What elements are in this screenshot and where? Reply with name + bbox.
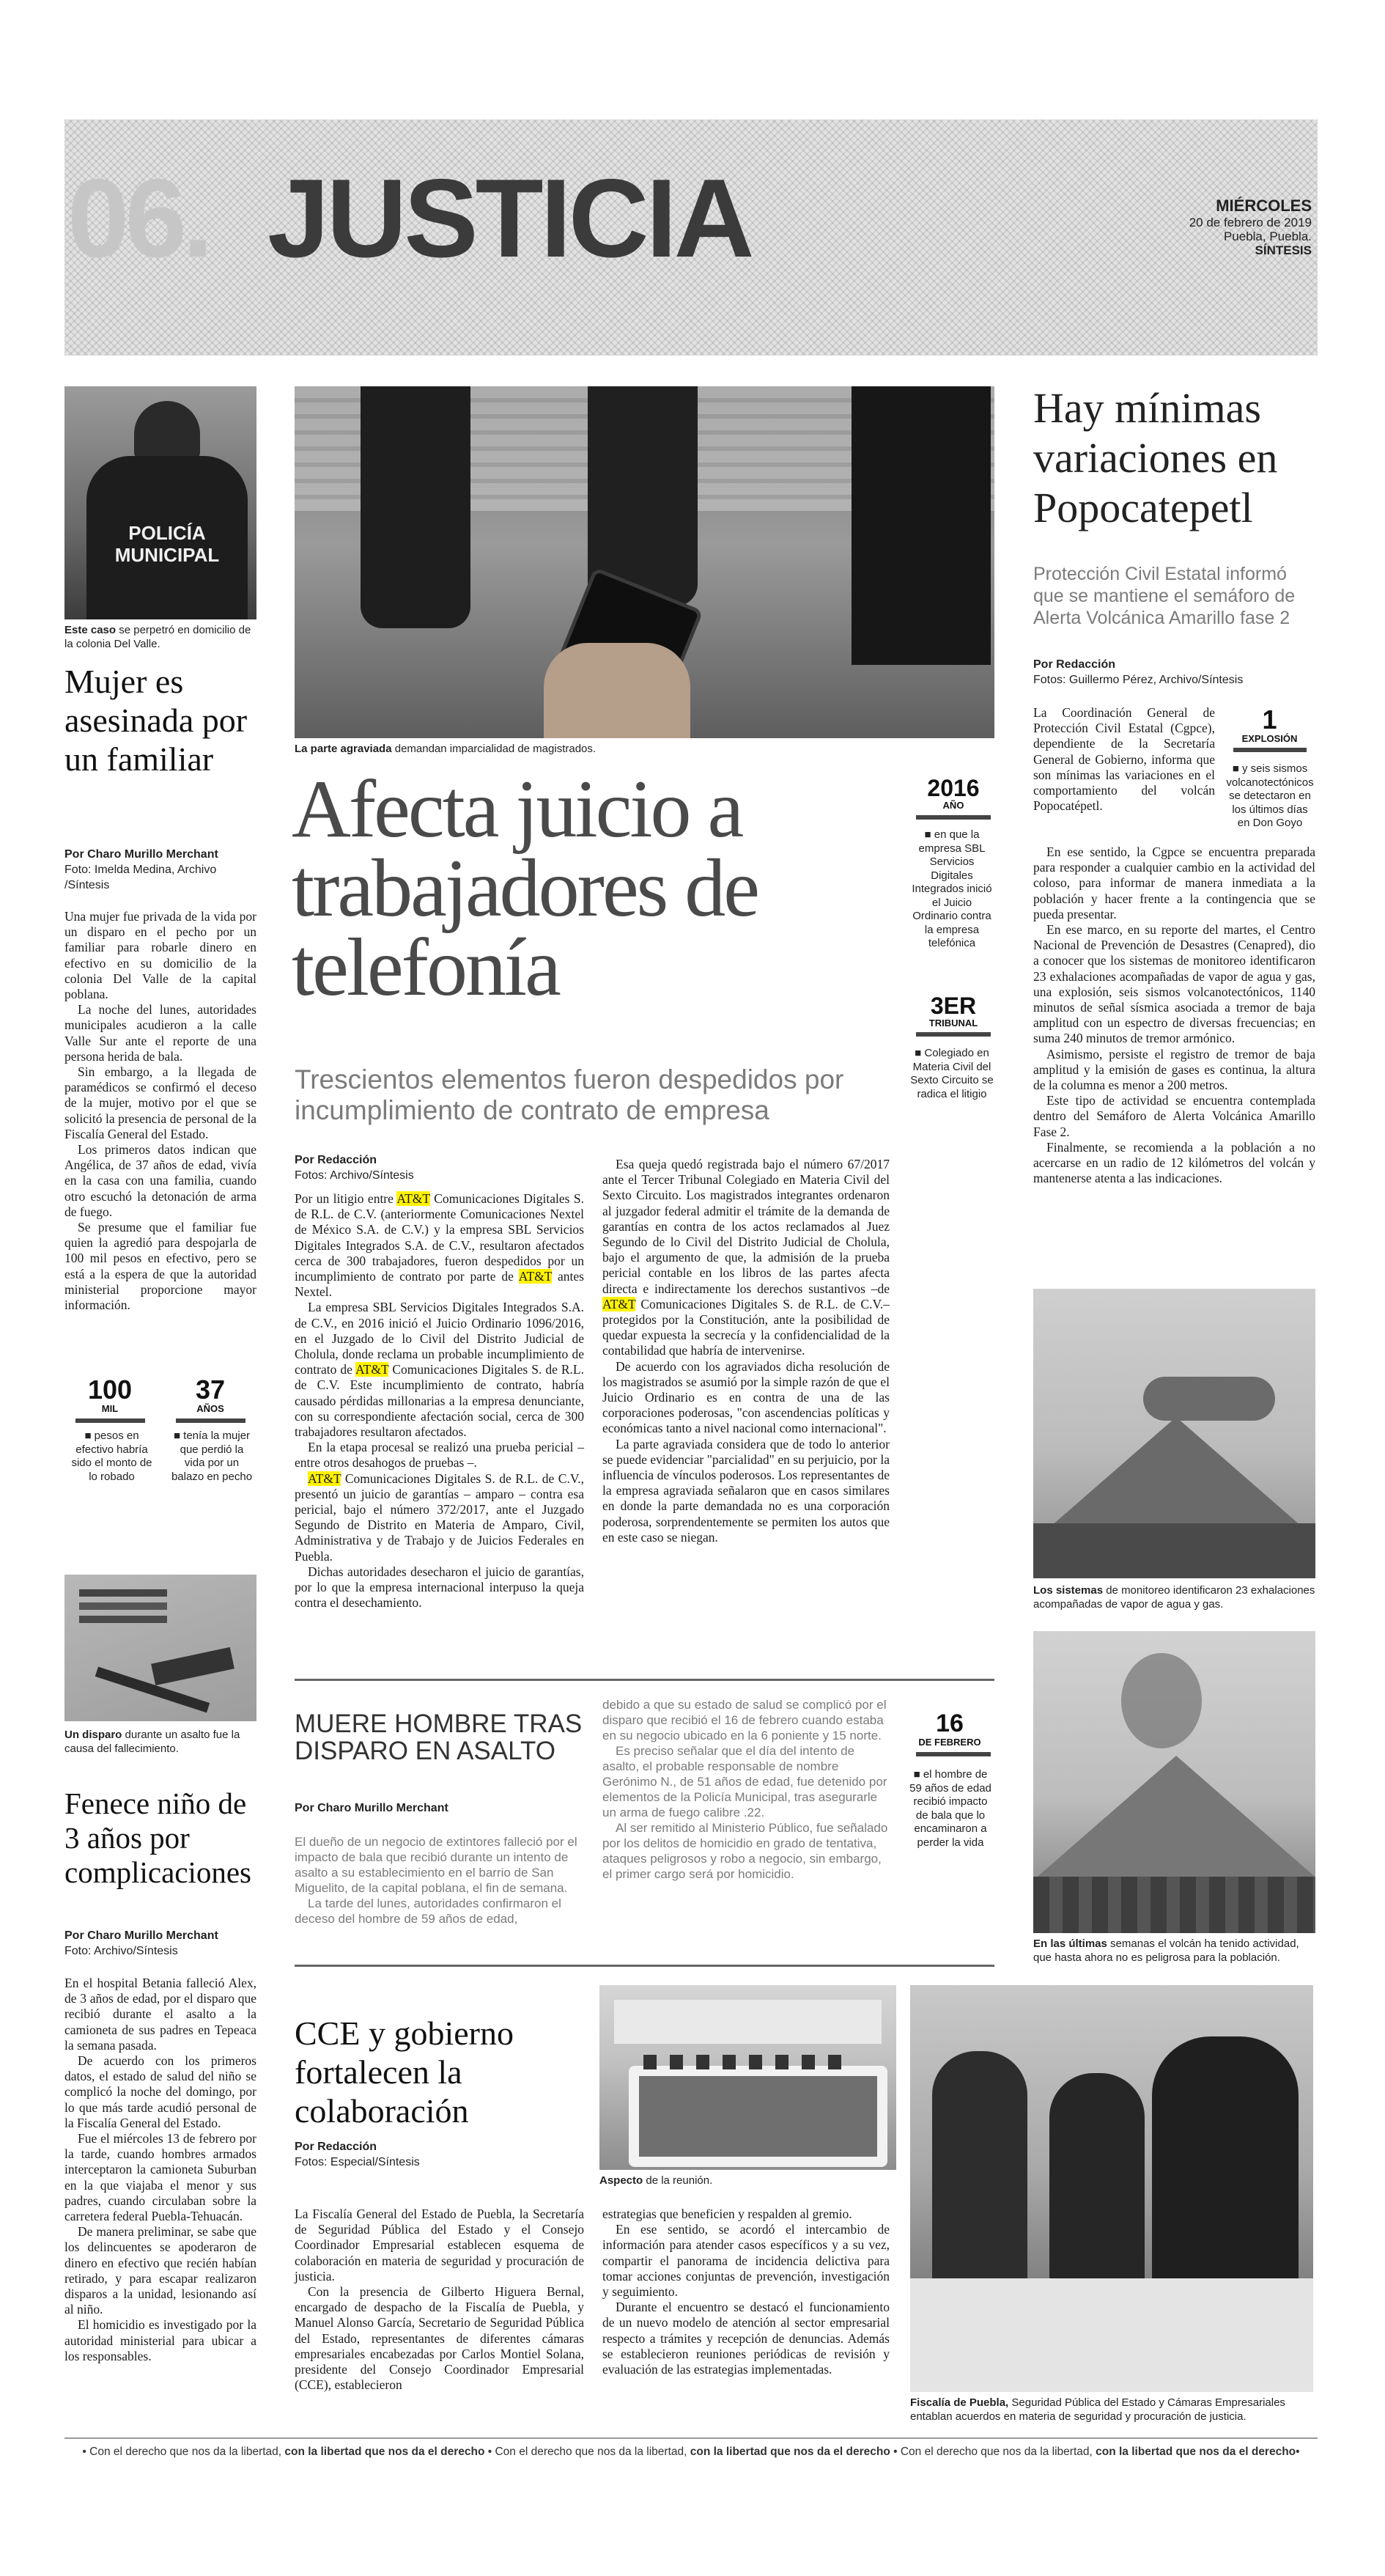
paragraph (295, 1191, 584, 1300)
stat-1: 1 (1262, 704, 1277, 735)
stat-rule (916, 1752, 991, 1756)
section-name: JUSTICIA (267, 156, 752, 281)
officials-photo-caption (910, 2396, 1313, 2424)
paragraph: debido a que su estado de salud se complicó por el disparo que recibió el 16 de febrero cuando estaba en su negocio ubicado en la 6 poniente y 15 norte. (602, 1698, 887, 1743)
story1-body (64, 909, 256, 1313)
paragraph: De acuerdo con los primeros datos, el estado de salud del niño se complicó la noche del domingo, por lo que más tarde acudió personal de la Fiscalía General del Estado. (64, 2053, 256, 2130)
text-run: antes Nextel. (295, 1269, 584, 1300)
caption-bold: Fiscalía de Puebla, (910, 2396, 1009, 2409)
footer-slogan (64, 2445, 1318, 2459)
text-run: Comunicaciones Digitales S. de R.L. de C.V.– protegidos por la Constitución, ante la posibilidad de quedar expuesta la secrecía y la confidencialidad de la contabilidad que habría de intervenirse. (602, 1296, 890, 1358)
photo-credit: Fotos: Archivo/Síntesis (295, 1169, 414, 1182)
text-run: Comunicaciones Digitales S. de R.L. de C.V. (anteriormente Comunicaciones Nextel de México S.A. de C.V.) y la empresa SBL Servicios Digitales Integrados S.A. de C.V., resultaron afectados cerca de 300 trabajadores, fueron despedidos por un incumplimiento de contrato por parte de (295, 1191, 584, 1284)
stat-16-unit: DE FEBRERO (918, 1737, 981, 1748)
police-photo-caption (64, 623, 256, 651)
paragraph: El homicidio es investigado por la autoridad ministerial para ubicar a los responsables. (64, 2317, 256, 2363)
cce-body-col1 (295, 2207, 584, 2393)
text-run: Comunicaciones Digitales S. de R.L. de C.V. Este incumplimiento de contrato, habría causado pérdidas millonarias a la empresa denunciante, con su correspondiente afectación social, cerca de 300 trabajadores resultaron afectados. (295, 1362, 584, 1440)
footer-bold: con la libertad que nos da el derecho (690, 2446, 890, 2458)
paragraph: Se presume que el familiar fue quien la agredió para despojarla de 100 mil pesos en efectivo, pero se está a la espera de que la autoridad ministerial proporcione mayor información. (64, 1220, 256, 1313)
stat-100-text: ■ pesos en efectivo habría sido el monto de lo robado (71, 1429, 152, 1483)
stat-37-unit: AÑOS (196, 1403, 224, 1414)
footer-text: • Con el derecho que nos da la libertad, (890, 2446, 1096, 2458)
stat-3er-unit: TRIBUNAL (928, 1017, 978, 1028)
edition-day: MIÉRCOLES (1216, 196, 1312, 215)
photo-credit: Foto: Archivo/Síntesis (64, 1945, 178, 1957)
divider (295, 1965, 994, 1967)
edition-date: 20 de febrero de 2019 (1189, 216, 1312, 229)
stat-2016-unit: AÑO (942, 800, 964, 811)
cce-byline (295, 2139, 573, 2170)
stat-100: 100 (87, 1375, 133, 1405)
weapons-photo-caption (64, 1728, 256, 1756)
meeting-photo-caption (599, 2174, 896, 2187)
paragraph: En el hospital Betania falleció Alex, de 3 años de edad, por el disparo que recibió durante el asalto a la camioneta de sus padres en Tepeaca la semana pasada. (64, 1976, 256, 2053)
paragraph: En la etapa procesal se realizó una prueba pericial – entre otros desahogos de pruebas –. (295, 1440, 584, 1471)
paragraph: En ese sentido, la Cgpce se encuentra preparada para responder a cualquier cambio en la actividad del coloso, para informar de manera inmediata a la población y hacer frente a la contingencia que se pueda presentar. (1033, 844, 1315, 921)
byline-author: Por Redacción (295, 2141, 377, 2153)
stat-rule (916, 815, 991, 820)
stat-rule (1233, 748, 1307, 752)
stat-3er: 3ER (930, 993, 977, 1019)
paragraph: Al ser remitido al Ministerio Público, fue señalado por los delitos de homicidio en grado de tentativa, ataques peligrosos y robo a negocio, sin embargo, el primer cargo será por homicidio. (602, 1821, 888, 1881)
paragraph: De manera preliminar, se sabe que los delincuentes se apoderaron de dinero en efectivo que recién habían retirado, y para escapar realizaron disparos a la unidad, lesionando así al niño. (64, 2224, 256, 2317)
volcano-photo-1 (1033, 1289, 1315, 1578)
stat-16-text: ■ el hombre de 59 años de edad recibió impacto de bala que lo encaminaron a perder la vida (909, 1768, 991, 1849)
story2-byline (64, 1928, 256, 1959)
cce-body-col2 (602, 2207, 890, 2377)
cce-headline: CCE y gobierno fortalecen la colaboración (295, 2014, 514, 2130)
edition-city: Puebla, Puebla. (1223, 229, 1312, 243)
paragraph: Con la presencia de Gilberto Higuera Bernal, encargado de despacho de la Fiscalía de Puebla, y Manuel Alonso García, Secretario de Seguridad Pública del Estado, representantes de diferentes cámaras empresariales encabezadas por Carlos Montiel Solana, presidente del Consejo Coordinador Empresarial (CCE), establecieron (295, 2284, 584, 2393)
muere-byline (295, 1800, 573, 1816)
caption-text: semanas el volcán ha tenido actividad, que hasta ahora no es peligrosa para la población. (1033, 1937, 1299, 1964)
paragraph: Este tipo de actividad se encuentra contemplada dentro del Semáforo de Alerta Volcánica Amarillo Fase 2. (1033, 1093, 1315, 1139)
volcano-photo-2 (1033, 1631, 1315, 1933)
volcano-photo-2-caption (1033, 1937, 1315, 1965)
volcano-body (1033, 844, 1315, 1186)
caption-text: demandan imparcialidad de magistrados. (391, 743, 597, 755)
highlight-att: AT&T (518, 1269, 553, 1284)
caption-bold: Los sistemas (1033, 1584, 1104, 1597)
paragraph: Fue el miércoles 13 de febrero por la tarde, cuando hombres armados interceptaron la camioneta Suburban en la que viajaba el menor y sus padres, cuando circulaban sobre la carretera federal Puebla-Tehuacán. (64, 2131, 256, 2224)
byline-author: Por Redacción (295, 1154, 377, 1166)
footer-text: • (1296, 2446, 1300, 2458)
paragraph (602, 1157, 890, 1359)
caption-text: se perpetró en domicilio de la colonia Del Valle. (64, 624, 251, 650)
stat-100-unit: MIL (101, 1403, 119, 1414)
paragraph: Dichas autoridades desecharon el juicio de garantías, por lo que la empresa internacional interpuso la queja contra el desechamiento. (295, 1564, 584, 1611)
paragraph: Finalmente, se recomienda a la población a no acercarse en un radio de 12 kilómetros del volcán y mantenerse atenta a las indicaciones. (1033, 1139, 1315, 1186)
main-subhead: Trescientos elementos fueron despedidos por incumplimiento de contrato de empresa (295, 1064, 844, 1125)
footer-rule (64, 2437, 1318, 2439)
story1-byline (64, 847, 256, 893)
highlight-att: AT&T (396, 1191, 430, 1206)
highlight-att: AT&T (308, 1471, 341, 1486)
edition-paper: SÍNTESIS (1255, 243, 1312, 257)
byline-author: Por Redacción (1033, 658, 1116, 671)
footer-text: • Con el derecho que nos da la libertad, (484, 2446, 690, 2458)
caption-bold: Un disparo (64, 1729, 122, 1741)
paragraph: La tarde del lunes, autoridades confirmaron el deceso del hombre de 59 años de edad, (295, 1896, 561, 1926)
text-run: Por un litigio entre (295, 1191, 397, 1206)
footer-text: • Con el derecho que nos da la libertad, (82, 2446, 285, 2458)
stat-3er-text: ■ Colegiado en Materia Civil del Sexto Circuito se radica el litigio (910, 1047, 994, 1100)
edition-info (1189, 196, 1312, 257)
text-run: Esa queja quedó registrada bajo el número 67/2017 ante el Tercer Tribunal Colegiado en Materia Civil del Sexto Circuito. Los magistrados integrantes ordenaron al juzgador federal admitir el trámite de la demanda de garantías en contra de los actos reclamados al Juez Segundo de lo Civil del Distrito Judicial de Cholula, bajo el argumento de que, la admisión de la prueba pericial contable en los libros de las partes afecta directa e indirectamente los derechos sustantivos –de (602, 1157, 890, 1296)
phone-photo-caption (295, 742, 994, 756)
volcano-headline: Hay mínimas variaciones en Popocatepetl (1033, 384, 1278, 531)
paragraph: La parte agraviada considera que de todo lo anterior se puede evidenciar "parcialidad" en su perjuicio, por la influencia de vínculos poderosos. Los representantes de la empresa agraviada señalaron que en casos similares en donde la parte demandada no es una corporación poderosa, sorprendentemente se permiten los autos que en este caso se niegan. (602, 1436, 890, 1545)
meeting-photo (599, 1985, 896, 2170)
main-body-col2 (602, 1157, 890, 1545)
photo-credit: Foto: Imelda Medina, Archivo /Síntesis (64, 864, 217, 891)
police-photo (64, 386, 256, 619)
volcano-subhead: Protección Civil Estatal informó que se mantiene el semáforo de Alerta Volcánica Amarillo fase 2 (1033, 564, 1296, 628)
main-headline: Afecta juicio a trabajadores de telefonía (292, 764, 758, 1013)
caption-bold: En las últimas (1033, 1937, 1107, 1950)
story2-headline: Fenece niño de 3 años por complicaciones (64, 1786, 252, 1889)
divider (295, 1679, 994, 1681)
story2-body (64, 1976, 256, 2364)
paragraph: Es preciso señalar que el día del intento de asalto, el probable responsable de nombre Gerónimo N., de 51 años de edad, fue detenido por elementos de la Policía Municipal, tras asegurarle un arma de fuego calibre .22. (602, 1744, 887, 1819)
stat-1-text: ■ y seis sismos volcanotectónicos se detectaron en los últimos días en Don Goyo (1226, 762, 1314, 829)
caption-bold: Aspecto (599, 2174, 643, 2187)
muere-body-col1 (295, 1834, 584, 1927)
paragraph: La Fiscalía General del Estado de Puebla, la Secretaría de Seguridad Pública del Estado y el Consejo Coordinador Empresarial establecen esquema de colaboración en materia de seguridad y procuración de justicia. (295, 2207, 584, 2284)
highlight-att: AT&T (602, 1296, 636, 1311)
paragraph: estrategias que beneficien y respalden al gremio. (602, 2207, 852, 2221)
volcano-photo-1-caption (1033, 1583, 1315, 1611)
footer-bold: con la libertad que nos da el derecho (284, 2446, 485, 2458)
stat-rule (75, 1418, 145, 1423)
caption-text: durante un asalto fue la causa del fallecimiento. (64, 1729, 240, 1755)
paragraph (295, 1471, 584, 1564)
officials-photo (910, 1985, 1313, 2392)
highlight-att: AT&T (355, 1362, 389, 1377)
paragraph: Sin embargo, a la llegada de paramédicos se confirmó el deceso de la mujer, motivo por el que se solicitó la presencia de personal de la Fiscalía General del Estado. (64, 1064, 256, 1141)
phone-photo (295, 386, 994, 738)
story1-headline: Mujer es asesinada por un familiar (64, 663, 248, 778)
photo-credit: Fotos: Especial/Síntesis (295, 2156, 420, 2168)
weapons-photo (64, 1575, 256, 1721)
muere-body-col2 (602, 1697, 890, 1882)
section-number: 06. (67, 156, 210, 281)
stat-37: 37 (195, 1375, 226, 1405)
paragraph: Los primeros datos indican que Angélica, de 37 años de edad, vivía en la casa con una familia, cuando otro escuchó la detonación de arma de fuego. (64, 1142, 256, 1219)
paragraph: Durante el encuentro se destacó el funcionamiento de un nuevo modelo de atención al sector empresarial respecto a trámites y recepción de denuncias. Además se establecieron reuniones periódicas de revisión y evaluación de las estrategias implementadas. (602, 2300, 890, 2377)
caption-bold: Este caso (64, 624, 117, 636)
paragraph: Una mujer fue privada de la vida por un disparo en el pecho por un familiar para robarle dinero en efectivo en su domicilio de la colonia Del Valle de la capital poblana. (64, 909, 256, 1002)
police-vest-text: POLICÍA MUNICIPAL (114, 522, 220, 566)
footer-bold: con la libertad que nos da el derecho (1096, 2446, 1296, 2458)
stat-2016: 2016 (927, 775, 980, 801)
paragraph (295, 1300, 584, 1440)
caption-text: de la reunión. (643, 2174, 713, 2187)
paragraph: De acuerdo con los agraviados dicha resolución de los magistrados se asumió por la simple razón de que el Juicio Ordinario es en contra de una de las corporaciones poderosas, "con ascendencias políticas y económicas tanto a nivel nacional como internacional". (602, 1358, 890, 1436)
byline-author: Por Charo Murillo Merchant (64, 848, 218, 861)
paragraph: En ese marco, en su reporte del martes, el Centro Nacional de Prevención de Desastres (Cenapred), dio a conocer que los sistemas de monitoreo identificaron 23 exhalaciones acompañadas de vapor de agua y gas, una explosión, seis sismos volcanotectónicos, 1140 minutos de señal sísmica asociada a tremor de baja amplitud con un espectro de diversas frecuencias; en suma 240 minutos de tremor armónico. (1033, 922, 1315, 1046)
paragraph: Asimismo, persiste el registro de tremor de baja amplitud y la emisión de gases es continua, la altura de la columna es menor a 200 metros. (1033, 1046, 1315, 1093)
paragraph: La noche del lunes, autoridades municipales acudieron a la calle Valle Sur ante el reporte de una persona herida de bala. (64, 1002, 256, 1064)
stat-16: 16 (936, 1710, 964, 1737)
stat-rule (916, 1032, 991, 1037)
stat-rule (176, 1418, 245, 1423)
stat-37-text: ■ tenía la mujer que perdió la vida por un balazo en pecho (171, 1429, 253, 1483)
volcano-byline (1033, 657, 1319, 688)
byline-author: Por Charo Murillo Merchant (295, 1802, 448, 1814)
photo-credit: Fotos: Guillermo Pérez, Archivo/Síntesis (1033, 674, 1244, 686)
stat-2016-text: ■ en que la empresa SBL Servicios Digitales Integrados inició el Juicio Ordinario contra la empresa telefónica (912, 828, 992, 949)
paragraph: En ese sentido, se acordó el intercambio de información para atender casos específicos y a su vez, compartir el panorama de incidencia delictiva para tomar acciones conjuntas de prevención, investigación y seguimiento. (602, 2222, 890, 2300)
byline-author: Por Charo Murillo Merchant (64, 1929, 218, 1942)
caption-text: Seguridad Pública del Estado y Cámaras Empresariales entablan acuerdos en materia de seguridad y procuración de justicia. (910, 2396, 1285, 2423)
main-byline (295, 1152, 588, 1183)
muere-headline: MUERE HOMBRE TRAS DISPARO EN ASALTO (295, 1710, 583, 1765)
stat-1-unit: EXPLOSIÓN (1241, 733, 1298, 744)
text-run: Comunicaciones Digitales S. de R.L. de C.V., presentó un juicio de garantías – amparo – contra esa pericial, bajo el número 372/2017, ante el Juzgado Segundo de Distrito en Materia de Amparo, Civil, Administrativa y de Trabajo y de Juicios Federales en Puebla. (295, 1471, 584, 1564)
main-body-col1 (295, 1191, 584, 1611)
caption-bold: La parte agraviada (295, 743, 392, 755)
text-run: La empresa SBL Servicios Digitales Integrados S.A. de C.V., en 2016 inició el Juicio Ordinario 1096/2016, en el Juzgado de lo Civil del Distrito Judicial de Cholula, donde reclama un probable incumplimiento de contrato de (295, 1300, 584, 1377)
paragraph: El dueño de un negocio de extintores falleció por el impacto de bala que recibió durante un intento de asalto a su establecimiento en el barrio de San Miguelito, de la capital poblana, el fin de semana. (295, 1835, 577, 1895)
volcano-lead: La Coordinación General de Protección Civil Estatal (Cgpce), dependiente de la Secretaría General de Gobierno, informa que son mínimas las variaciones en el comportamiento del volcán Popocatépetl. (1033, 705, 1215, 814)
caption-text: de monitoreo identificaron 23 exhalaciones acompañadas de vapor de agua y gas. (1033, 1584, 1315, 1611)
